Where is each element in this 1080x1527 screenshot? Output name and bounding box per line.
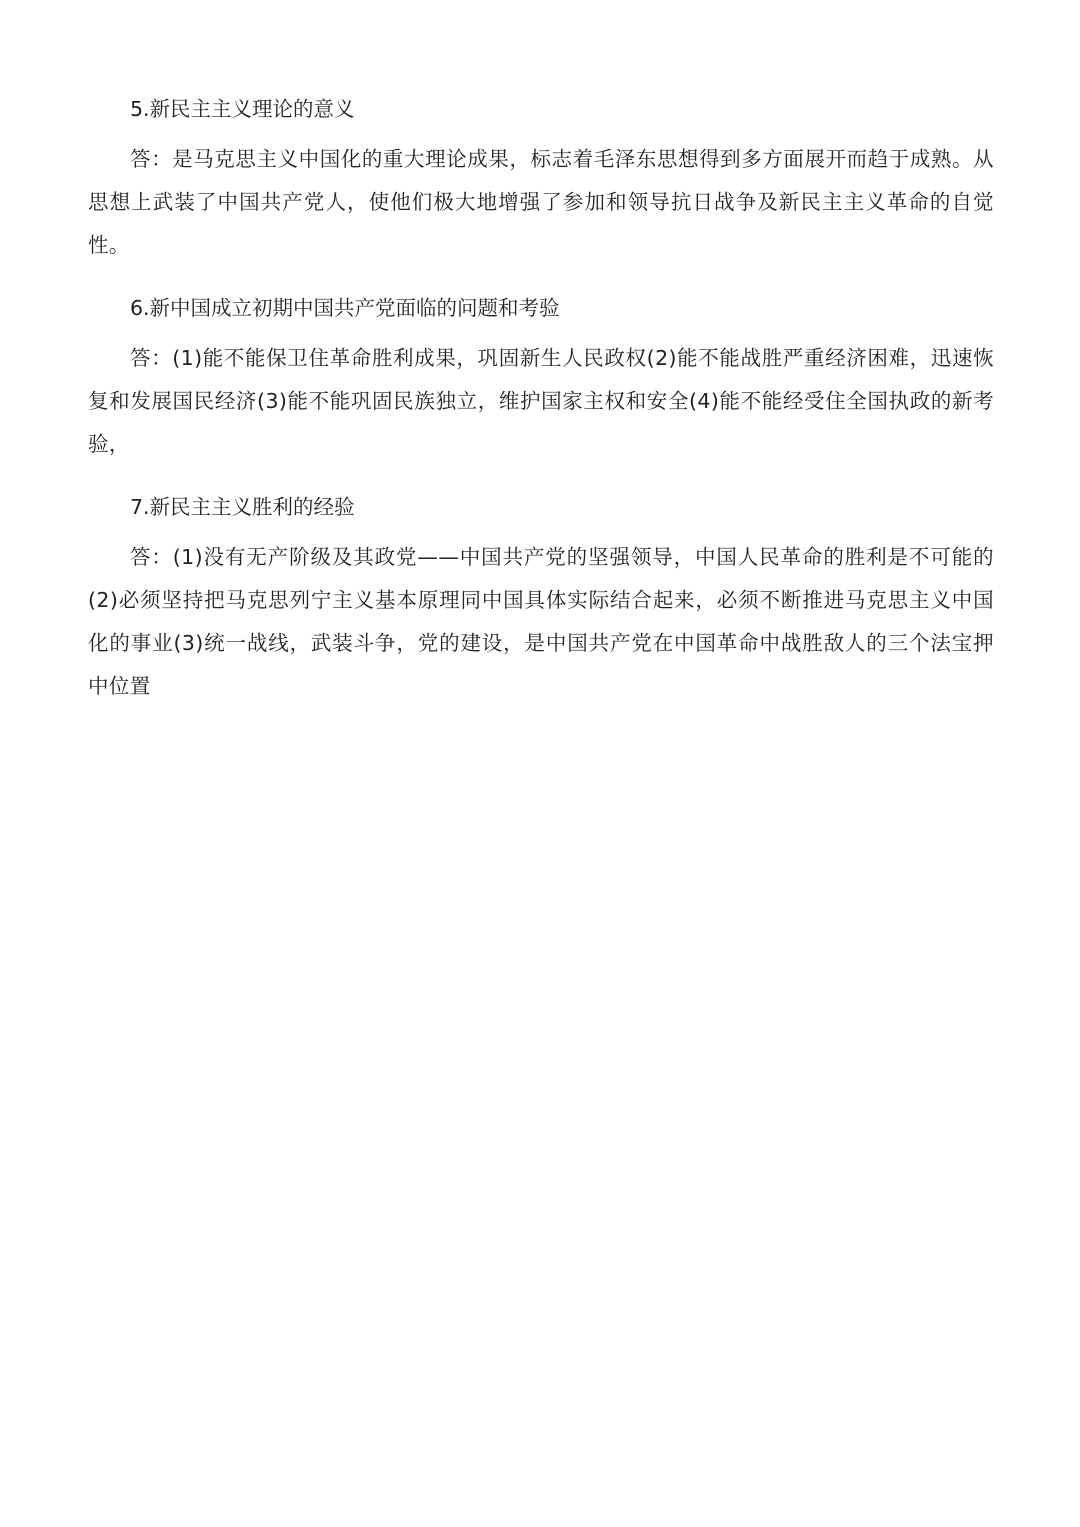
question-heading: 6.新中国成立初期中国共产党面临的问题和考验	[130, 296, 560, 320]
answer-paragraph: 答：是马克思主义中国化的重大理论成果，标志着毛泽东思想得到多方面展开而趋于成熟。从思想上武装了中国共产党人，使他们极大地增强了参加和领导抗日战争及新民主主义革命的自觉性。	[88, 147, 994, 257]
answer-paragraph: 答：(1)没有无产阶级及其政党——中国共产党的坚强领导，中国人民革命的胜利是不可能的(2)必须坚持把马克思列宁主义基本原理同中国具体实际结合起来，必须不断推进马克思主义中国化的事业(3)统一战线，武装斗争，党的建设，是中国共产党在中国革命中战胜敌人的三个法宝押中位置	[88, 545, 994, 698]
question-heading: 7.新民主主义胜利的经验	[130, 495, 355, 519]
question-heading: 5.新民主主义理论的意义	[130, 97, 355, 121]
qa-section-6	[88, 289, 994, 466]
qa-section-7	[88, 488, 994, 708]
answer-paragraph: 答：(1)能不能保卫住革命胜利成果，巩固新生人民政权(2)能不能战胜严重经济困难，迅速恢复和发展国民经济(3)能不能巩固民族独立，维护国家主权和安全(4)能不能经受住全国执政的新考验，	[88, 346, 994, 456]
document-content	[88, 90, 994, 718]
qa-section-5	[88, 90, 994, 267]
